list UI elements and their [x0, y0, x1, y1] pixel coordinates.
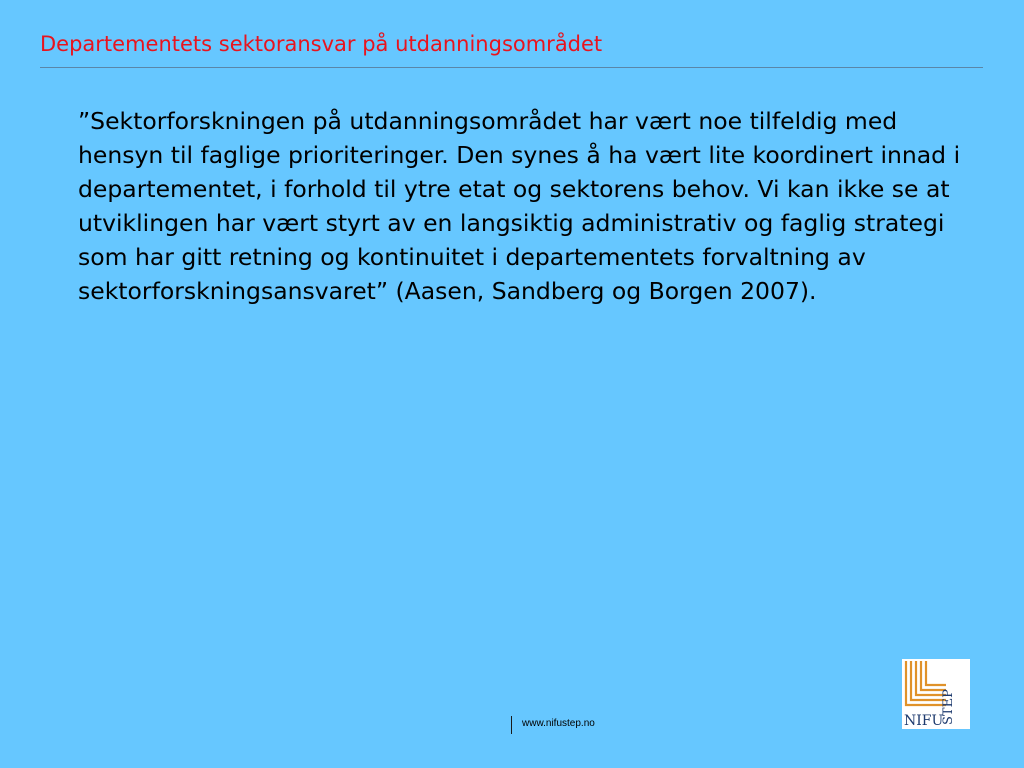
nifustep-logo-graphic	[902, 659, 970, 729]
svg-text:STEP: STEP	[941, 689, 956, 725]
slide-title: Departementets sektoransvar på utdanningsområdet	[40, 32, 603, 56]
footer-url: www.nifustep.no	[522, 718, 595, 729]
title-divider	[40, 67, 983, 68]
quote-text: ”Sektorforskningen på utdanningsområdet har vært noe tilfeldig med hensyn til faglige prioriteringer. Den synes å ha vært lite koordinert innad i departementet, i forhold til ytre etat og sektorens behov. Vi kan ikke se at utviklingen har vært styrt av en langsiktig administrativ og faglig strategi som har gitt retning og kontinuitet i departementets forvaltning av sektorforskningsansvaret” (Aasen, Sandberg og Borgen 2007).	[78, 107, 961, 305]
nifustep-logo	[902, 659, 970, 729]
svg-text:NIFU: NIFU	[904, 713, 944, 729]
footer-separator	[511, 716, 512, 734]
